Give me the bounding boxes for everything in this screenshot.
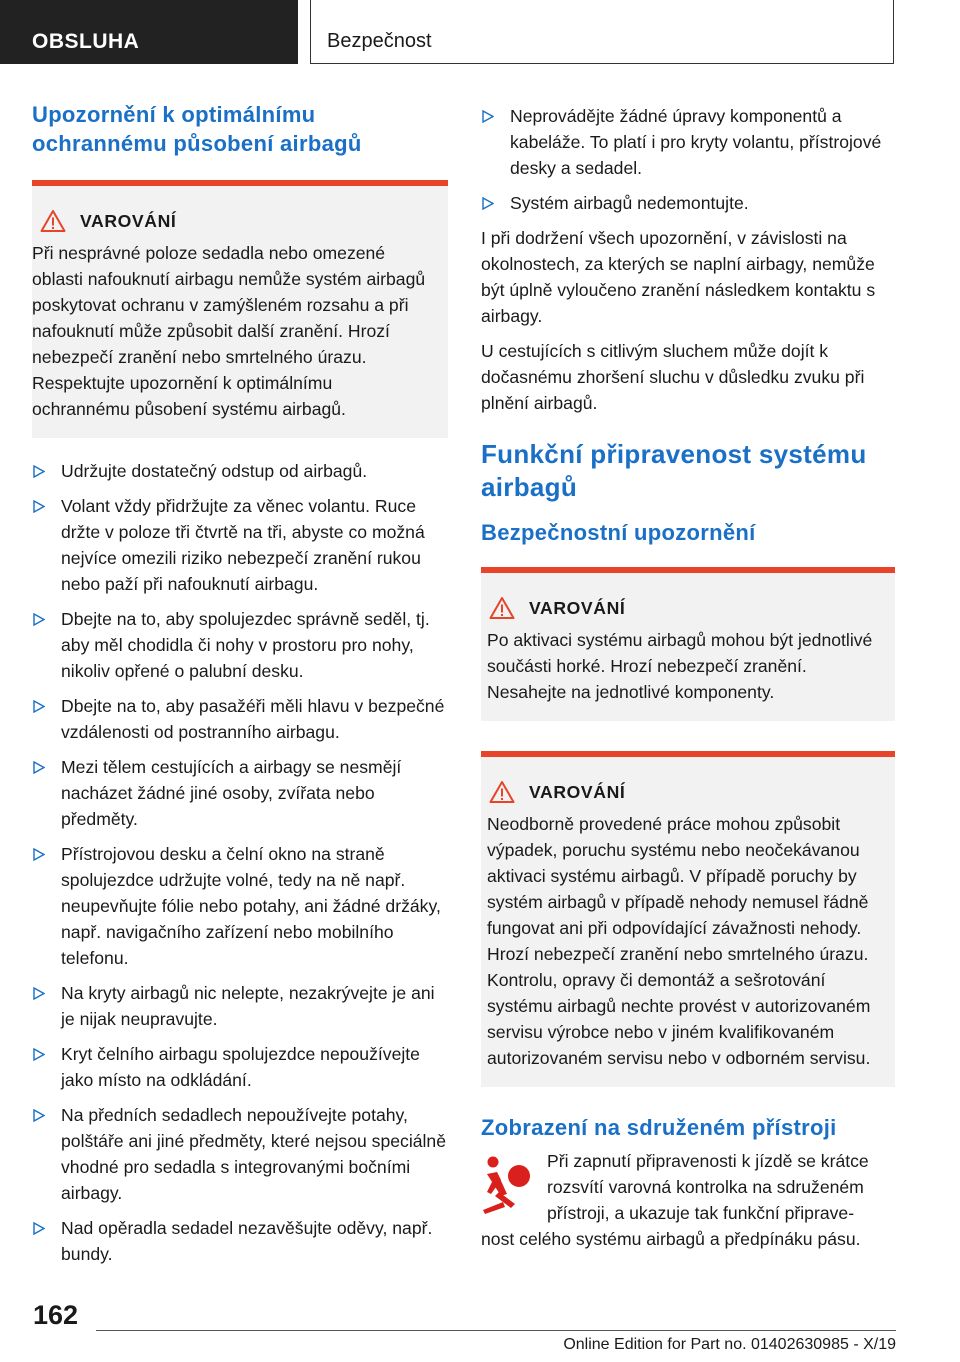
- right-warning-box-2: [481, 751, 895, 1087]
- list-item: Přístrojovou desku a čelní okno na straně spolujezdce udržujte volné, tedy na ně např. neupevňujte fólie nebo potahy, ani žádné držáky, např. navigačního zařízení nebo mobilního telefonu.: [32, 841, 448, 971]
- display-text: [481, 1148, 895, 1252]
- list-item: Na předních sedadlech nepoužívejte potahy, polštáře ani jiné předměty, které nejsou speciálně vhodné pro sedadla s integrovanými bočními airbagy.: [32, 1102, 448, 1206]
- left-bullet-list: [32, 458, 448, 1267]
- right-column: [481, 103, 895, 1252]
- triangle-bullet-icon: [481, 110, 494, 123]
- triangle-bullet-icon: [32, 500, 45, 513]
- left-warning-box: [32, 180, 448, 438]
- warning-title-row: [481, 779, 879, 805]
- list-item: Dbejte na to, aby pasažéři měli hlavu v bezpečné vzdálenosti od postranního airbagu.: [32, 693, 448, 745]
- triangle-bullet-icon: [32, 1109, 45, 1122]
- warning-triangle-icon: [489, 780, 515, 804]
- triangle-bullet-icon: [32, 700, 45, 713]
- footer-edition: Online Edition for Part no. 01402630985 - X/19: [563, 1336, 896, 1353]
- warning-title: VAROVÁNÍ: [529, 598, 626, 618]
- warning-title: VAROVÁNÍ: [529, 782, 626, 802]
- header-chapter-label: Bezpečnost: [327, 30, 432, 52]
- section-heading-readiness: Funkční připravenost systému airbagů: [481, 439, 867, 502]
- list-item: Volant vždy přidržujte za věnec volantu. Ruce držte v poloze tři čtvrtě na tři, abyste co možná nejvíce omezili riziko nebezpečí zranění rukou nebo paží při nafouknutí airbagu.: [32, 493, 448, 597]
- list-item: Neprovádějte žádné úpravy komponentů a kabeláže. To platí i pro kryty volantu, přístrojové desky a sedadel.: [481, 103, 895, 181]
- paragraph-hearing: U cestujících s citlivým sluchem může dojít k dočasnému zhoršení sluchu v důsledku zvuku při plnění airbagů.: [481, 341, 865, 413]
- header-chapter: [310, 0, 894, 64]
- header-section-label: OBSLUHA: [32, 30, 140, 53]
- display-text-line: rozsvítí varovná kontrolka na sdruženém: [547, 1177, 864, 1197]
- display-text-line: nost celého systému airbagů a předpínáku pásu.: [481, 1229, 861, 1249]
- warning-text: Po aktivaci systému airbagů mohou být jednotlivé součásti horké. Hrozí nebezpečí zranění. Nesahejte na jednotlivé komponenty.: [487, 630, 873, 702]
- display-text-line: Při zapnutí připravenosti k jízdě se krátce: [547, 1151, 869, 1171]
- warning-title-row: [481, 595, 879, 621]
- triangle-bullet-icon: [32, 1222, 45, 1235]
- list-item: Nad opěradla sedadel nezavěšujte oděvy, např. bundy.: [32, 1215, 448, 1267]
- triangle-bullet-icon: [32, 465, 45, 478]
- warning-title-row: [32, 208, 432, 234]
- page-number: 162: [33, 1300, 79, 1330]
- display-text-line: přístroji, a ukazuje tak funkční připrave-: [547, 1203, 855, 1223]
- list-item: Systém airbagů nedemontujte.: [481, 190, 895, 216]
- right-bullet-list: [481, 103, 895, 216]
- triangle-bullet-icon: [32, 761, 45, 774]
- display-section: [481, 1148, 895, 1252]
- list-item: Na kryty airbagů nic nelepte, nezakrývejte je ani je nijak neupravujte.: [32, 980, 448, 1032]
- header-section: [0, 0, 298, 64]
- triangle-bullet-icon: [32, 613, 45, 626]
- triangle-bullet-icon: [32, 1048, 45, 1061]
- footer-divider: [96, 1330, 896, 1331]
- triangle-bullet-icon: [481, 197, 494, 210]
- warning-title: VAROVÁNÍ: [80, 211, 177, 231]
- airbag-warning-light-icon: [481, 1152, 533, 1214]
- list-item: Mezi tělem cestujících a airbagy se nesmějí nacházet žádné jiné osoby, zvířata nebo předměty.: [32, 754, 448, 832]
- left-column: [32, 100, 448, 1276]
- list-item: Udržujte dostatečný odstup od airbagů.: [32, 458, 448, 484]
- warning-text: Neodborně provedené práce mohou způsobit výpadek, poruchu systému nebo neočekávanou aktivaci systému airbagů. V případě poruchy by systém airbagů v případě nehody nemusel řádně fungovat ani při odpovídající závažnosti nehody. Hrozí nebezpečí zranění nebo smrtelného úrazu. Kontrolu, opravy či demontáž a sešrotování systému airbagů nechte provést v autorizovaném servisu výrobce nebo v jiném kvalifikovaném autorizovaném servisu nebo v odborném servisu.: [487, 814, 871, 1068]
- warning-triangle-icon: [489, 596, 515, 620]
- left-heading: Upozornění k optimálnímu ochrannému působení airbagů: [32, 102, 362, 156]
- list-item: Kryt čelního airbagu spolujezdce nepoužívejte jako místo na odkládání.: [32, 1041, 448, 1093]
- warning-text: Při nesprávné poloze sedadla nebo omezené oblasti nafouknutí airbagu nemůže systém airbagů poskytovat ochranu v zamýšleném rozsahu a při nafouknutí může způsobit další zranění. Hrozí nebezpečí zranění nebo smrtelného úrazu. Respektujte upozornění k optimálnímu ochrannému působení systému airbagů.: [32, 243, 426, 419]
- subheading-display: Zobrazení na sdruženém přístroji: [481, 1115, 837, 1140]
- paragraph-injury: I při dodržení všech upozornění, v závislosti na okolnostech, za kterých se naplní airbagy, nemůže být úplně vyloučeno zranění následkem kontaktu s airbagy.: [481, 228, 876, 326]
- subheading-safety: Bezpečnostní upozornění: [481, 520, 756, 545]
- triangle-bullet-icon: [32, 848, 45, 861]
- triangle-bullet-icon: [32, 987, 45, 1000]
- list-item: Dbejte na to, aby spolujezdec správně seděl, tj. aby měl chodidla či nohy v prostoru pro nohy, nikoliv opřené o palubní desku.: [32, 606, 448, 684]
- right-warning-box-1: [481, 567, 895, 721]
- warning-triangle-icon: [40, 209, 66, 233]
